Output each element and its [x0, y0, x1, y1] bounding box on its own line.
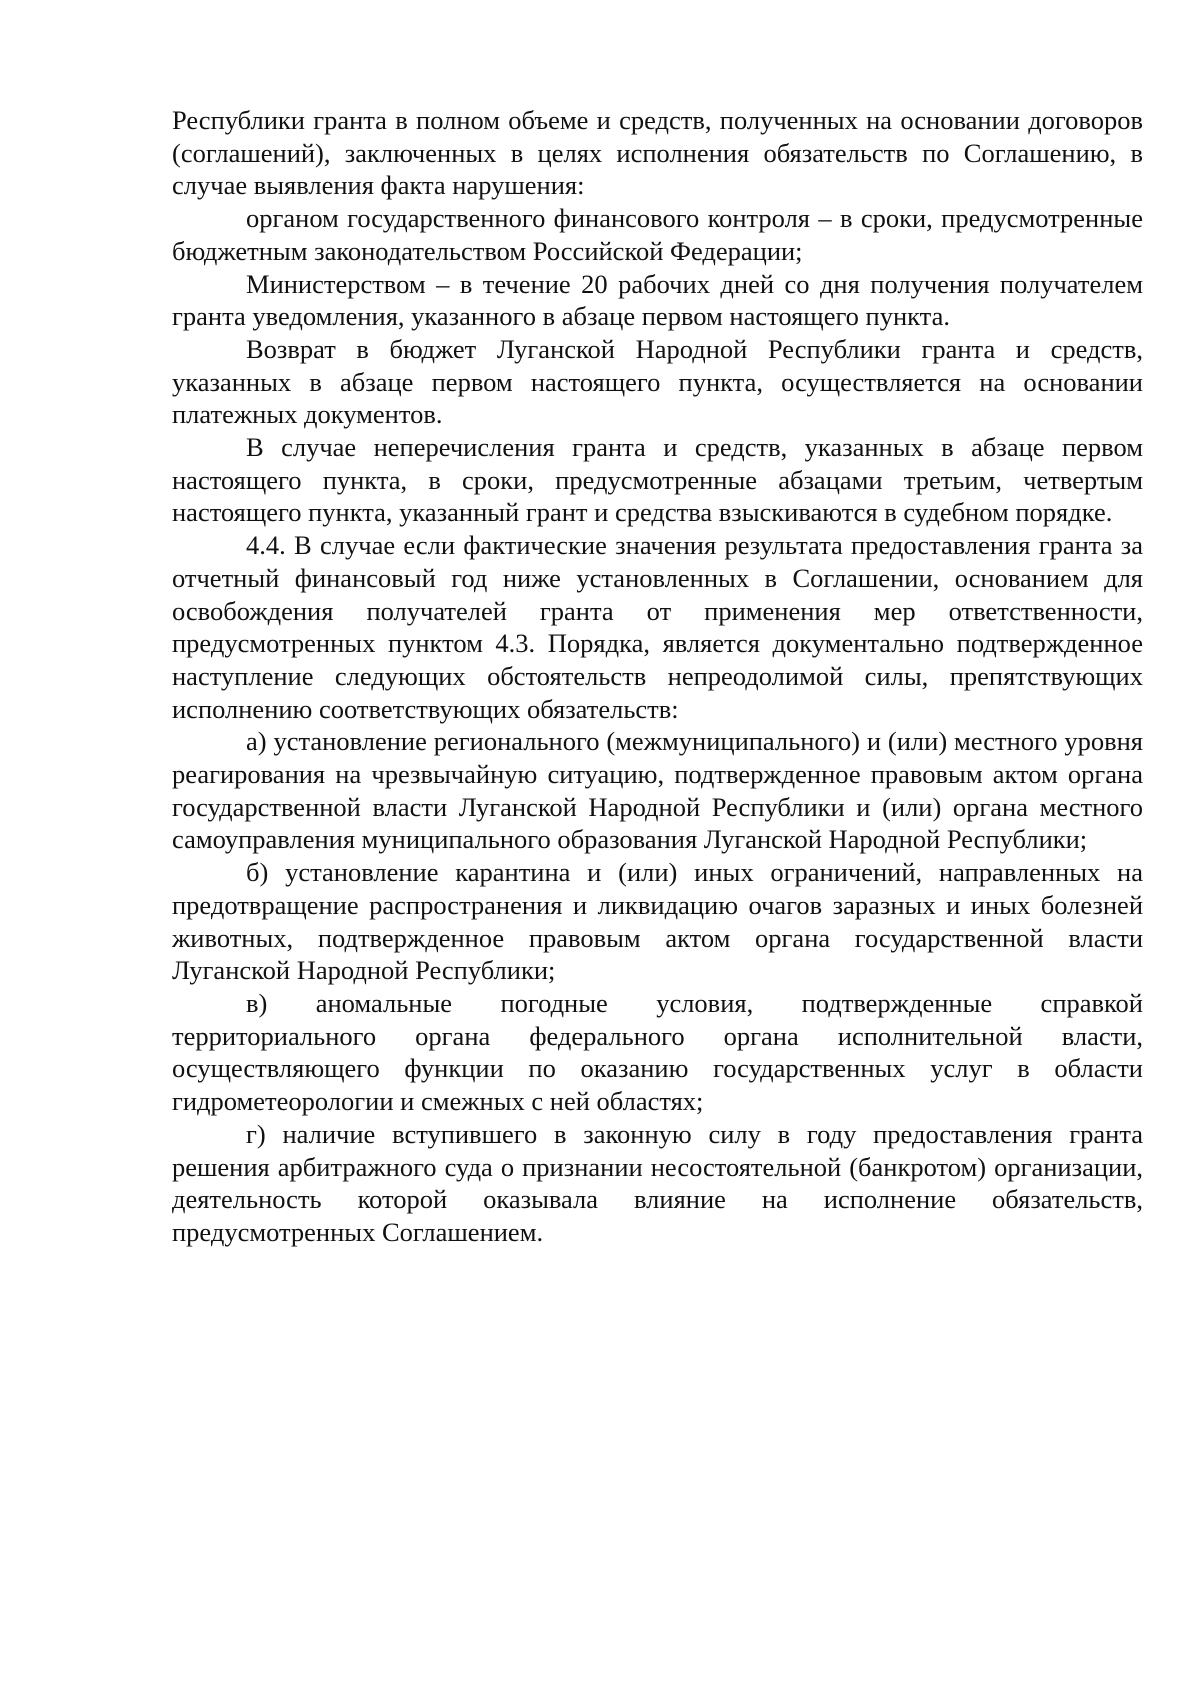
paragraph-court-recovery: В случае неперечисления гранта и средств, указанных в абзаце первом настоящего пункта, в сроки, предусмотренные абзацами третьим, четвертым настоящего пункта, указанный грант и средства взыскиваются в судебном порядке.: [172, 432, 1143, 528]
paragraph-clause-4-4: 4.4. В случае если фактические значения результата предоставления гранта за отчетный финансовый год ниже установленных в Соглашении, основанием для освобождения получателей гранта от применения мер ответственности, предусмотренных пунктом 4.3. Порядка, является документально подтвержденное наступление следующих обстоятельств непреодолимой силы, препятствующих исполнению соответствующих обязательств:: [172, 530, 1143, 724]
paragraph-item-b: б) установление карантина и (или) иных ограничений, направленных на предотвращение распространения и ликвидацию очагов заразных и иных болезней животных, подтвержденное правовым актом органа государственной власти Луганской Народной Республики;: [172, 857, 1143, 986]
paragraph-item-a: а) установление регионального (межмуниципального) и (или) местного уровня реагирования на чрезвычайную ситуацию, подтвержденное правовым актом органа государственной власти Луганской Народной Республики и (или) органа местного самоуправления муниципального образования Луганской Народной Республики;: [172, 726, 1143, 855]
paragraph-control-body: органом государственного финансового контроля – в сроки, предусмотренные бюджетным законодательством Российской Федерации;: [172, 203, 1143, 266]
document-page: [172, 104, 1143, 1249]
paragraph-continuation: Республики гранта в полном объеме и средств, полученных на основании договоров (соглашений), заключенных в целях исполнения обязательств по Соглашению, в случае выявления факта нарушения:: [172, 105, 1143, 201]
paragraph-ministry: Министерством – в течение 20 рабочих дней со дня получения получателем гранта уведомления, указанного в абзаце первом настоящего пункта.: [172, 268, 1143, 332]
paragraph-refund-basis: Возврат в бюджет Луганской Народной Республики гранта и средств, указанных в абзаце первом настоящего пункта, осуществляется на основании платежных документов.: [172, 333, 1143, 430]
paragraph-item-v: в) аномальные погодные условия, подтвержденные справкой территориального органа федерального органа исполнительной власти, осуществляющего функции по оказанию государственных услуг в области гидрометеорологии и смежных с ней областях;: [172, 987, 1143, 1117]
paragraph-item-g: г) наличие вступившего в законную силу в году предоставления гранта решения арбитражного суда о признании несостоятельной (банкротом) организации, деятельность которой оказывала влияние на исполнение обязательств, предусмотренных Соглашением.: [172, 1118, 1143, 1247]
